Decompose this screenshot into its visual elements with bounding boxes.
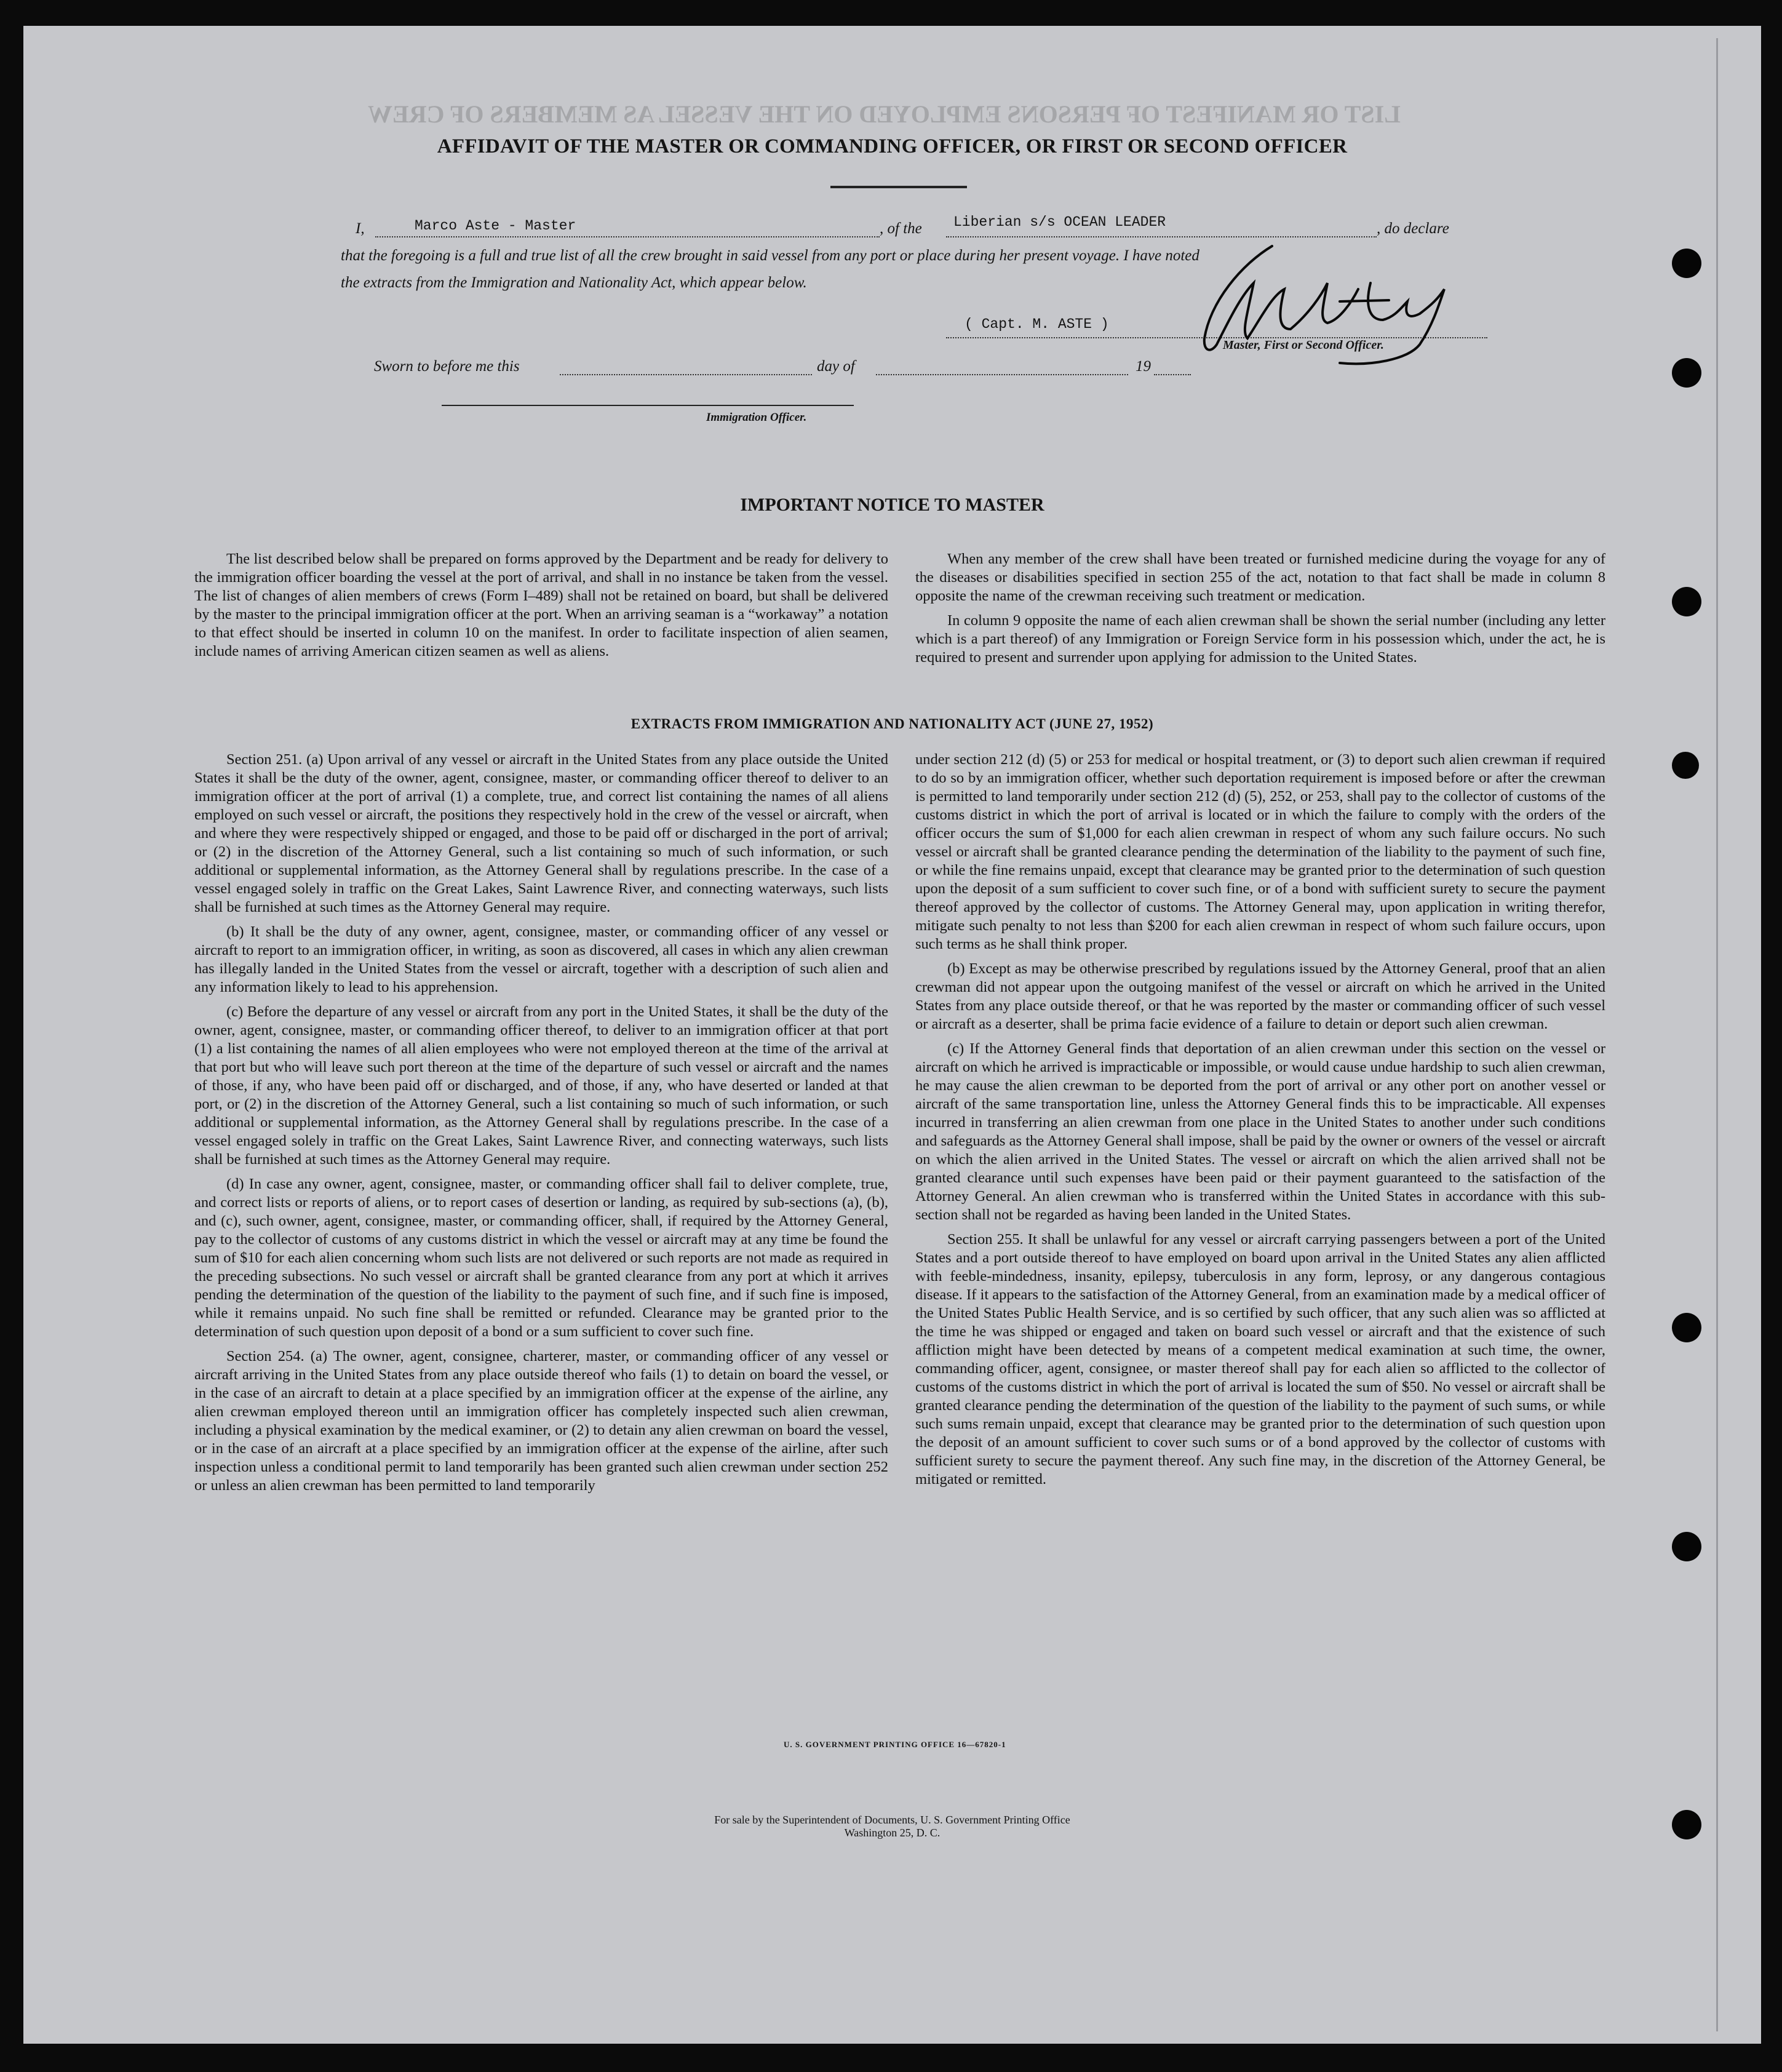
gpo-imprint: U. S. GOVERNMENT PRINTING OFFICE 16—67820-1 <box>784 1740 1006 1749</box>
sale-notice <box>23 1814 1761 1839</box>
notice-left-column <box>194 550 888 667</box>
section-251-d: (d) In case any owner, agent, consignee, master, or commanding officer shall fail to deliver complete, true, and correct lists or reports of aliens, or to report cases of desertion or landing, as required by sub-sections (a), (b), and (c), such owner, agent, consignee, master, or commanding officer, shall, if required by the Attorney General, pay to the collector of customs of any customs district in which the vessel or aircraft may at any time be found the sum of $10 for each alien concerning whom such lists are not delivered or such reports are not made as required in the preceding subsections. No such vessel or aircraft shall be granted clearance from any port at which it arrives pending the determination of the question of the liability to the payment of such fine, and if such fine is imposed, while it remains unpaid. No such fine shall be remitted or refunded. Clearance may be granted prior to the determination of such question upon deposit of a bond or a sum sufficient to cover such fine. <box>194 1176 888 1340</box>
affidavit-title: AFFIDAVIT OF THE MASTER OR COMMANDING OFFICER, OR FIRST OR SECOND OFFICER <box>437 135 1348 157</box>
name-line <box>375 236 880 237</box>
master-name-typed: Marco Aste - Master <box>415 218 576 234</box>
printed-name-typed: ( Capt. M. ASTE ) <box>965 316 1109 332</box>
section-254-a: Section 254. (a) The owner, agent, consignee, charterer, master, or commanding officer of any vessel or aircraft arriving in the United States from any place outside thereof who fails (1) to detain on board the vessel, or in the case of an aircraft to detain at a place specified by an immigration officer at the expense of the airline, any alien crewman employed thereon until an immigration officer has completely inspected such alien crewman, including a physical examination by the medical examiner, or (2) to detain any alien crewman on board the vessel, or in the case of an aircraft at a place specified by an immigration officer at the expense of the airline, after such inspection unless a conditional permit to land temporarily has been granted such alien crewman under section 252 or unless an alien crewman has been permitted to land temporarily <box>194 1348 888 1494</box>
punch-hole <box>1672 358 1701 388</box>
extracts-title: EXTRACTS FROM IMMIGRATION AND NATIONALITY ACT (JUNE 27, 1952) <box>630 716 1154 731</box>
year-line <box>1154 374 1191 375</box>
section-254-b: (b) Except as may be otherwise prescribed by regulations issued by the Attorney General, proof that an alien crewman did not appear upon the outgoing manifest of the vessel or aircraft on which he arrived in the United States from any place outside thereof, or that he was reported by the master or commanding officer of such vessel or aircraft as a deserter, shall be prima facie evidence of a failure to detain or deport such alien crewman. <box>915 960 1605 1032</box>
year-label: 19 <box>1136 358 1151 375</box>
immigration-officer-label: Immigration Officer. <box>706 411 807 424</box>
sworn-label: Sworn to before me this <box>374 358 520 375</box>
officer-signature-line <box>442 405 854 406</box>
punch-hole <box>1672 1313 1701 1342</box>
do-declare-label: , do declare <box>1377 220 1449 237</box>
title-rule <box>830 186 967 188</box>
page-edge-line <box>1716 38 1718 2031</box>
extracts-left-column <box>194 751 888 1501</box>
affidavit-i-label: I, <box>356 220 365 237</box>
of-the-label: , of the <box>880 220 922 237</box>
document-page <box>23 26 1761 2044</box>
master-title-label: Master, First or Second Officer. <box>1223 338 1384 352</box>
notice-title: IMPORTANT NOTICE TO MASTER <box>740 495 1044 515</box>
section-251-a: Section 251. (a) Upon arrival of any vessel or aircraft in the United States from any place outside the United States it shall be the duty of the owner, agent, consignee, master, or commanding officer thereof to deliver to an immigration officer at the port of arrival (1) a complete, true, and correct list containing the names of all aliens employed on such vessel or aircraft, the positions they respectively hold in the crew of the vessel or aircraft, when and where they were respectively shipped or engaged, and those to be paid off or discharged in the port of arrival; or (2) in the discretion of the Attorney General, such a list containing so much of such information, or such additional or supplemental information, as the Attorney General shall by regulations prescribe. In the case of a vessel engaged solely in traffic on the Great Lakes, Saint Lawrence River, and connecting waterways, such lists shall be furnished at such times as the Attorney General may require. <box>194 751 888 915</box>
notice-left-paragraph: The list described below shall be prepared on forms approved by the Department and be ready for delivery to the immigration officer boarding the vessel at the port of arrival, and shall in no instance be taken from the vessel. The list of changes of alien members of crews (Form I–489) shall not be retained on board, but shall be delivered by the master to the principal immigration officer at the port. When an arriving seaman is a “workaway” a notation to that effect should be inserted in column 10 on the manifest. In order to facilitate inspection of alien seamen, include names of arriving American citizen seamen as well as aliens. <box>194 551 888 659</box>
section-255: Section 255. It shall be unlawful for any vessel or aircraft carrying passengers between a port of the United States and a port outside thereof to have employed on board upon arrival in the United States any alien afflicted with feeble-mindedness, insanity, epilepsy, tuberculosis in any form, leprosy, or any dangerous contagious disease. If it appears to the satisfaction of the Attorney General, from an examination made by a medical officer of the United States Public Health Service, and is so certified by such officer, that any such alien was so afflicted at the time he was shipped or engaged and taken on board such vessel or aircraft and that the existence of such affliction might have been detected by means of a competent medical examination at such time, the owner, commanding officer, agent, consignee, or master thereof shall pay for each alien so afflicted to the collector of customs of the customs district in which the port of arrival is located the sum of $50. No vessel or aircraft shall be granted clearance pending the determination of the question of the liability to the payment of such sums, or while such sums remain unpaid, except that clearance may be granted prior to the determination of such question upon the deposit of an amount sufficient to cover such sums or of a bond approved by the collector of customs with sufficient surety to secure the payment thereof. Any such fine may, in the discretion of the Attorney General, be mitigated or remitted. <box>915 1231 1605 1488</box>
punch-hole <box>1672 752 1699 779</box>
bleed-through-text: LIST OR MANIFEST OF PERSONS EMPLOYED ON THE VESSEL AS MEMBERS OF CREW <box>368 100 1401 128</box>
punch-hole <box>1672 1532 1701 1561</box>
affidavit-line-2: that the foregoing is a full and true list of all the crew brought in said vessel from any port or place during her present voyage. I have noted <box>341 247 1199 264</box>
section-254-c: (c) If the Attorney General finds that deportation of an alien crewman under this section on the vessel or aircraft on which he arrived is impracticable or impossible, or would cause undue hardship to such alien crewman, he may cause the alien crewman to be deported from the port of arrival or any other port on another vessel or aircraft of the same transportation line, unless the Attorney General finds this to be impracticable. All expenses incurred in transferring an alien crewman from one place in the United States to another under such conditions and safeguards as the Attorney General shall impose, shall be paid by the owner or owners of the vessel or aircraft on which the alien arrived in the United States. The vessel or aircraft on which the alien arrived shall not be granted clearance until such expenses have been paid or their payment guaranteed to the satisfaction of the Attorney General. An alien crewman who is transferred within the United States in accordance with this sub-section shall not be regarded as having been landed in the United States. <box>915 1040 1605 1223</box>
vessel-name-typed: Liberian s/s OCEAN LEADER <box>953 214 1166 230</box>
punch-hole <box>1672 249 1701 278</box>
sale-line-1: For sale by the Superintendent of Documents, U. S. Government Printing Office <box>714 1814 1070 1826</box>
affidavit-line-3: the extracts from the Immigration and Nationality Act, which appear below. <box>341 274 807 291</box>
extracts-right-column <box>915 751 1605 1495</box>
notice-right-paragraph-2: In column 9 opposite the name of each alien crewman shall be shown the serial number (including any letter which is a part thereof) of any Immigration or Foreign Service form in his possession which, under the act, he is required to present and surrender upon applying for admission to the United States. <box>915 612 1605 666</box>
sworn-month-line <box>876 374 1128 375</box>
section-251-c: (c) Before the departure of any vessel or aircraft from any port in the United States, it shall be the duty of the owner, agent, consignee, master, or commanding officer thereof, to deliver to an immigration officer at that port (1) a list containing the names of all alien employees who were not employed thereon at the time of the arrival at that port but who will leave such port thereon at the time of the departure of such vessel or aircraft and the names of those, if any, who have been paid off or discharged, and of those, if any, who have deserted or landed at that port, or (2) in the discretion of the Attorney General, such a list containing so much of such information, or such additional or supplemental information, as the Attorney General shall by regulations prescribe. In the case of a vessel engaged solely in traffic on the Great Lakes, Saint Lawrence River, and connecting waterways, such lists shall be furnished at such times as the Attorney General may require. <box>194 1003 888 1168</box>
section-251-b: (b) It shall be the duty of any owner, agent, consignee, master, or commanding officer of any vessel or aircraft to report to an immigration officer, in writing, as soon as discovered, all cases in which any alien crewman has illegally landed in the United States from the vessel or aircraft, together with a description of such alien and any information likely to lead to his apprehension. <box>194 923 888 995</box>
notice-right-column <box>915 550 1605 673</box>
day-of-label: day of <box>817 358 855 375</box>
punch-hole <box>1672 587 1701 616</box>
sworn-day-line <box>560 374 812 375</box>
sale-line-2: Washington 25, D. C. <box>844 1827 941 1839</box>
notice-right-paragraph-1: When any member of the crew shall have been treated or furnished medicine during the voyage for any of the diseases or disabilities specified in section 255 of the act, notation to that fact shall be made in column 8 opposite the name of the crewman receiving such treatment or medication. <box>915 551 1605 604</box>
section-254-a-continued: under section 212 (d) (5) or 253 for medical or hospital treatment, or (3) to deport such alien crewman if required to do so by an immigration officer, whether such deportation requirement is imposed before or after the crewman is permitted to land temporarily under section 212 (d) (5), 252, or 253, shall pay to the collector of customs of the customs district in which the port of arrival is located or in which the failure to comply with the orders of the officer occurs the sum of $1,000 for each alien crewman in respect of whom any such failure occurs. No such vessel or aircraft shall be granted clearance pending the determination of the liability to the payment of such fine, or while the fine remains unpaid, except that clearance may be granted prior to the determination of such question upon the deposit of a sum sufficient to cover such fine, or of a bond with sufficient surety to secure the payment thereof approved by the collector of customs. The Attorney General may, upon application in writing therefor, mitigate such penalty to not less than $200 for each alien crewman in respect of whom such failure occurs, upon such terms as he shall think proper. <box>915 751 1605 952</box>
punch-hole <box>1672 1810 1701 1839</box>
